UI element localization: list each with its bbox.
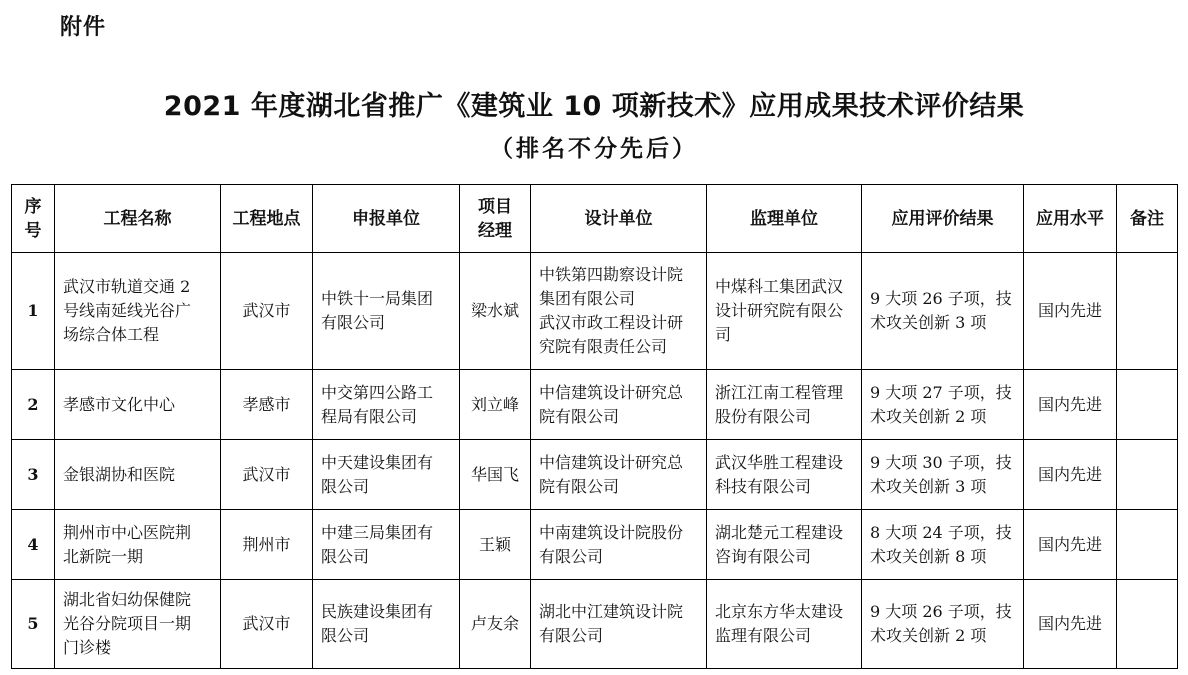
column-header: 序 号 [12, 185, 55, 253]
column-header: 工程地点 [221, 185, 313, 253]
project-name-cell: 武汉市轨道交通 2 号线南延线光谷广 场综合体工程 [55, 253, 221, 370]
column-header: 应用水平 [1024, 185, 1117, 253]
location-cell: 武汉市 [221, 580, 313, 669]
row-number: 1 [12, 253, 55, 370]
supervisor-cell: 浙江江南工程管理 股份有限公司 [707, 370, 862, 440]
applicant-cell: 中交第四公路工 程局有限公司 [313, 370, 460, 440]
column-header: 申报单位 [313, 185, 460, 253]
applicant-cell: 中建三局集团有 限公司 [313, 510, 460, 580]
location-cell: 孝感市 [221, 370, 313, 440]
table-header-row [12, 185, 1178, 253]
level-cell: 国内先进 [1024, 510, 1117, 580]
supervisor-cell: 湖北楚元工程建设 咨询有限公司 [707, 510, 862, 580]
row-number: 2 [12, 370, 55, 440]
remark-cell [1117, 370, 1178, 440]
designer-cell: 湖北中江建筑设计院 有限公司 [531, 580, 707, 669]
designer-cell: 中信建筑设计研究总 院有限公司 [531, 440, 707, 510]
column-header: 设计单位 [531, 185, 707, 253]
attachment-label: 附件 [60, 15, 107, 40]
result-cell: 9 大项 26 子项，技 术攻关创新 3 项 [862, 253, 1024, 370]
column-header: 项目 经理 [460, 185, 531, 253]
result-cell: 9 大项 30 子项，技 术攻关创新 3 项 [862, 440, 1024, 510]
supervisor-cell: 中煤科工集团武汉 设计研究院有限公 司 [707, 253, 862, 370]
manager-cell: 卢友余 [460, 580, 531, 669]
designer-cell: 中铁第四勘察设计院 集团有限公司 武汉市政工程设计研 究院有限责任公司 [531, 253, 707, 370]
level-cell: 国内先进 [1024, 253, 1117, 370]
applicant-cell: 民族建设集团有 限公司 [313, 580, 460, 669]
table-row [12, 510, 1178, 580]
designer-cell: 中信建筑设计研究总 院有限公司 [531, 370, 707, 440]
project-name-cell: 荆州市中心医院荆 北新院一期 [55, 510, 221, 580]
result-cell: 9 大项 26 子项，技 术攻关创新 2 项 [862, 580, 1024, 669]
table-row [12, 440, 1178, 510]
results-table [11, 184, 1178, 669]
table-row [12, 253, 1178, 370]
table-row [12, 370, 1178, 440]
manager-cell: 刘立峰 [460, 370, 531, 440]
column-header: 工程名称 [55, 185, 221, 253]
column-header: 应用评价结果 [862, 185, 1024, 253]
row-number: 3 [12, 440, 55, 510]
table-row [12, 580, 1178, 669]
designer-cell: 中南建筑设计院股份 有限公司 [531, 510, 707, 580]
applicant-cell: 中铁十一局集团 有限公司 [313, 253, 460, 370]
supervisor-cell: 北京东方华太建设 监理有限公司 [707, 580, 862, 669]
manager-cell: 梁水斌 [460, 253, 531, 370]
location-cell: 荆州市 [221, 510, 313, 580]
remark-cell [1117, 510, 1178, 580]
result-cell: 8 大项 24 子项，技 术攻关创新 8 项 [862, 510, 1024, 580]
column-header: 备注 [1117, 185, 1178, 253]
remark-cell [1117, 440, 1178, 510]
applicant-cell: 中天建设集团有 限公司 [313, 440, 460, 510]
row-number: 5 [12, 580, 55, 669]
level-cell: 国内先进 [1024, 440, 1117, 510]
manager-cell: 华国飞 [460, 440, 531, 510]
manager-cell: 王颖 [460, 510, 531, 580]
level-cell: 国内先进 [1024, 370, 1117, 440]
row-number: 4 [12, 510, 55, 580]
location-cell: 武汉市 [221, 253, 313, 370]
document-title: 2021 年度湖北省推广《建筑业 10 项新技术》应用成果技术评价结果 [163, 91, 1025, 122]
remark-cell [1117, 253, 1178, 370]
level-cell: 国内先进 [1024, 580, 1117, 669]
column-header: 监理单位 [707, 185, 862, 253]
document-subtitle: （排名不分先后） [490, 136, 698, 162]
supervisor-cell: 武汉华胜工程建设 科技有限公司 [707, 440, 862, 510]
remark-cell [1117, 580, 1178, 669]
project-name-cell: 孝感市文化中心 [55, 370, 221, 440]
project-name-cell: 金银湖协和医院 [55, 440, 221, 510]
location-cell: 武汉市 [221, 440, 313, 510]
project-name-cell: 湖北省妇幼保健院 光谷分院项目一期 门诊楼 [55, 580, 221, 669]
result-cell: 9 大项 27 子项，技 术攻关创新 2 项 [862, 370, 1024, 440]
